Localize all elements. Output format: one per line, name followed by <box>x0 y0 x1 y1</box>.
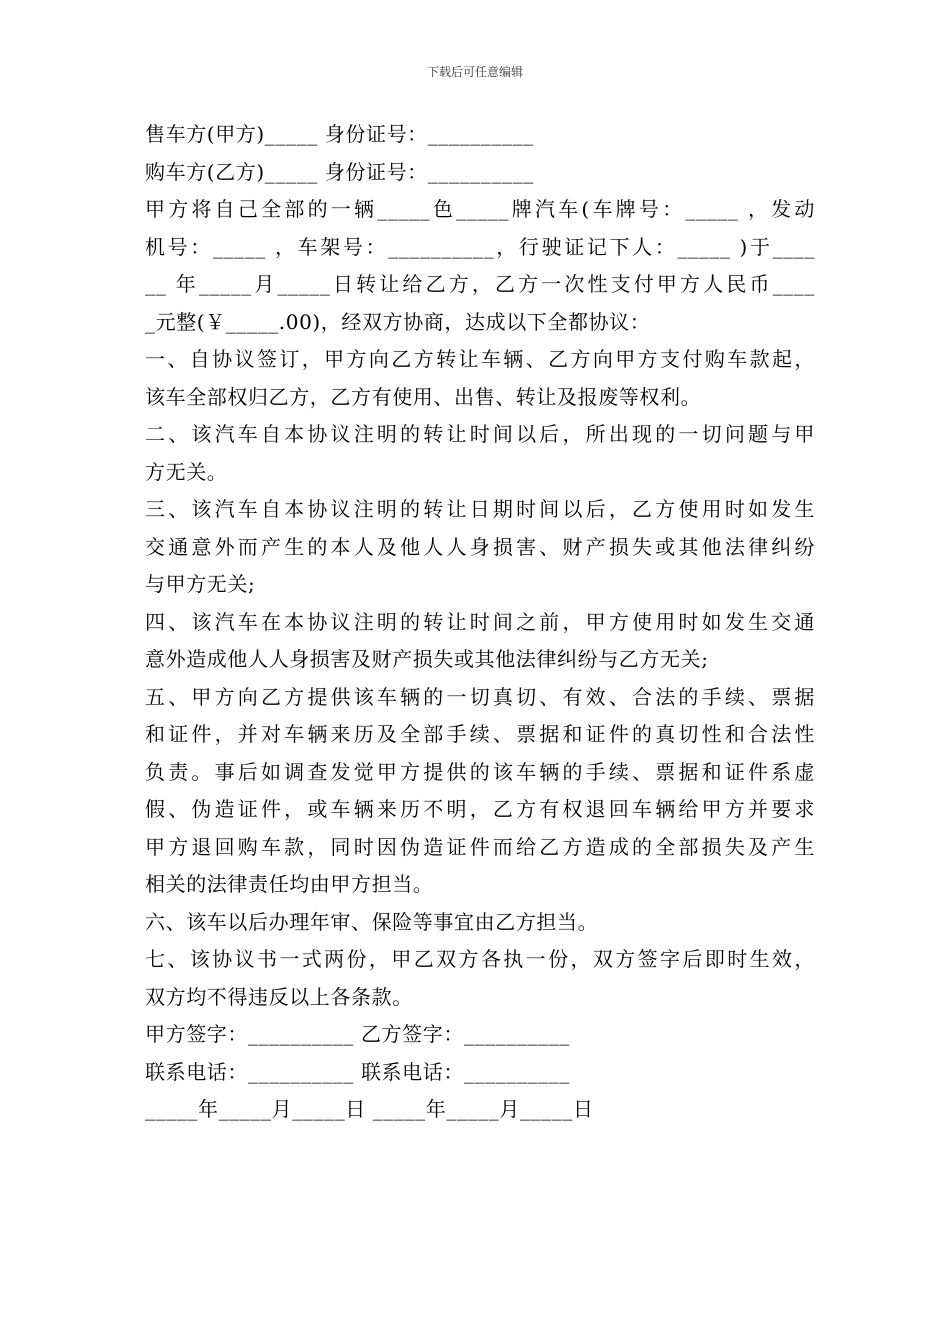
clause-4-line: 意外造成他人人身损害及财产损失或其他法律纠纷与乙方无关; <box>145 647 709 671</box>
clause-2-line: 方无关。 <box>145 459 228 484</box>
clause-5-line: 相关的法律责任均由甲方担当。 <box>145 872 434 896</box>
buyer-line: 购车方(乙方)_____ 身份证号：__________ <box>145 159 534 184</box>
clause-5-line: 和证件，并对车辆来历及全部手续、票据和证件的真切性和合法性 <box>145 722 815 746</box>
phone-line: 联系电话：__________ 联系电话：__________ <box>145 1059 570 1084</box>
agreement-body <box>145 116 815 1129</box>
clause-3-line: 三、该汽车自本协议注明的转让日期时间以后，乙方使用时如发生 <box>145 497 815 521</box>
clause-7-line: 双方均不得违反以上各条款。 <box>145 984 413 1009</box>
clause-1-line: 该车全部权归乙方，乙方有使用、出售、转让及报废等权利。 <box>145 384 702 409</box>
clause-5-line: 甲方退回购车款，同时因伪造证件而给乙方造成的全部损失及产生 <box>145 834 815 859</box>
text-line: 甲方将自己全部的一辆_____色_____牌汽车(车牌号：_____ ，发动 <box>145 197 815 221</box>
date-line: _____年_____月_____日 _____年_____月_____日 <box>145 1097 594 1121</box>
clause-7-line: 七、该协议书一式两份，甲乙双方各执一份，双方签字后即时生效， <box>145 947 815 971</box>
clause-4-line: 四、该汽车在本协议注明的转让时间之前，甲方使用时如发生交通 <box>145 609 815 634</box>
text-line: 机号：_____ ，车架号：__________，行驶证记下人：_____ )于____ <box>145 234 815 259</box>
clause-1-line: 一、自协议签订，甲方向乙方转让车辆、乙方向甲方支付购车款起， <box>145 347 815 371</box>
page-header-note: 下载后可任意编辑 <box>426 65 523 79</box>
clause-6-line: 六、该车以后办理年审、保险等事宜由乙方担当。 <box>145 909 599 934</box>
seller-line: 售车方(甲方)_____ 身份证号：__________ <box>145 122 534 146</box>
clause-5-line: 负责。事后如调查发觉甲方提供的该车辆的手续、票据和证件系虚 <box>145 759 815 784</box>
text-line: __ 年_____月_____日转让给乙方，乙方一次性支付甲方人民币____ <box>145 272 815 296</box>
clause-5-line: 五、甲方向乙方提供该车辆的一切真切、有效、合法的手续、票据 <box>145 684 815 709</box>
signature-line: 甲方签字：__________ 乙方签字：__________ <box>145 1022 570 1046</box>
text-line: _元整(￥_____.00)，经双方协商，达成以下全都协议： <box>145 309 651 334</box>
clause-3-line: 与甲方无关; <box>145 572 256 596</box>
clause-2-line: 二、该汽车自本协议注明的转让时间以后，所出现的一切问题与甲 <box>145 422 815 446</box>
clause-3-line: 交通意外而产生的本人及他人人身损害、财产损失或其他法律纠纷 <box>145 534 815 559</box>
clause-5-line: 假、伪造证件，或车辆来历不明，乙方有权退回车辆给甲方并要求 <box>145 797 815 821</box>
